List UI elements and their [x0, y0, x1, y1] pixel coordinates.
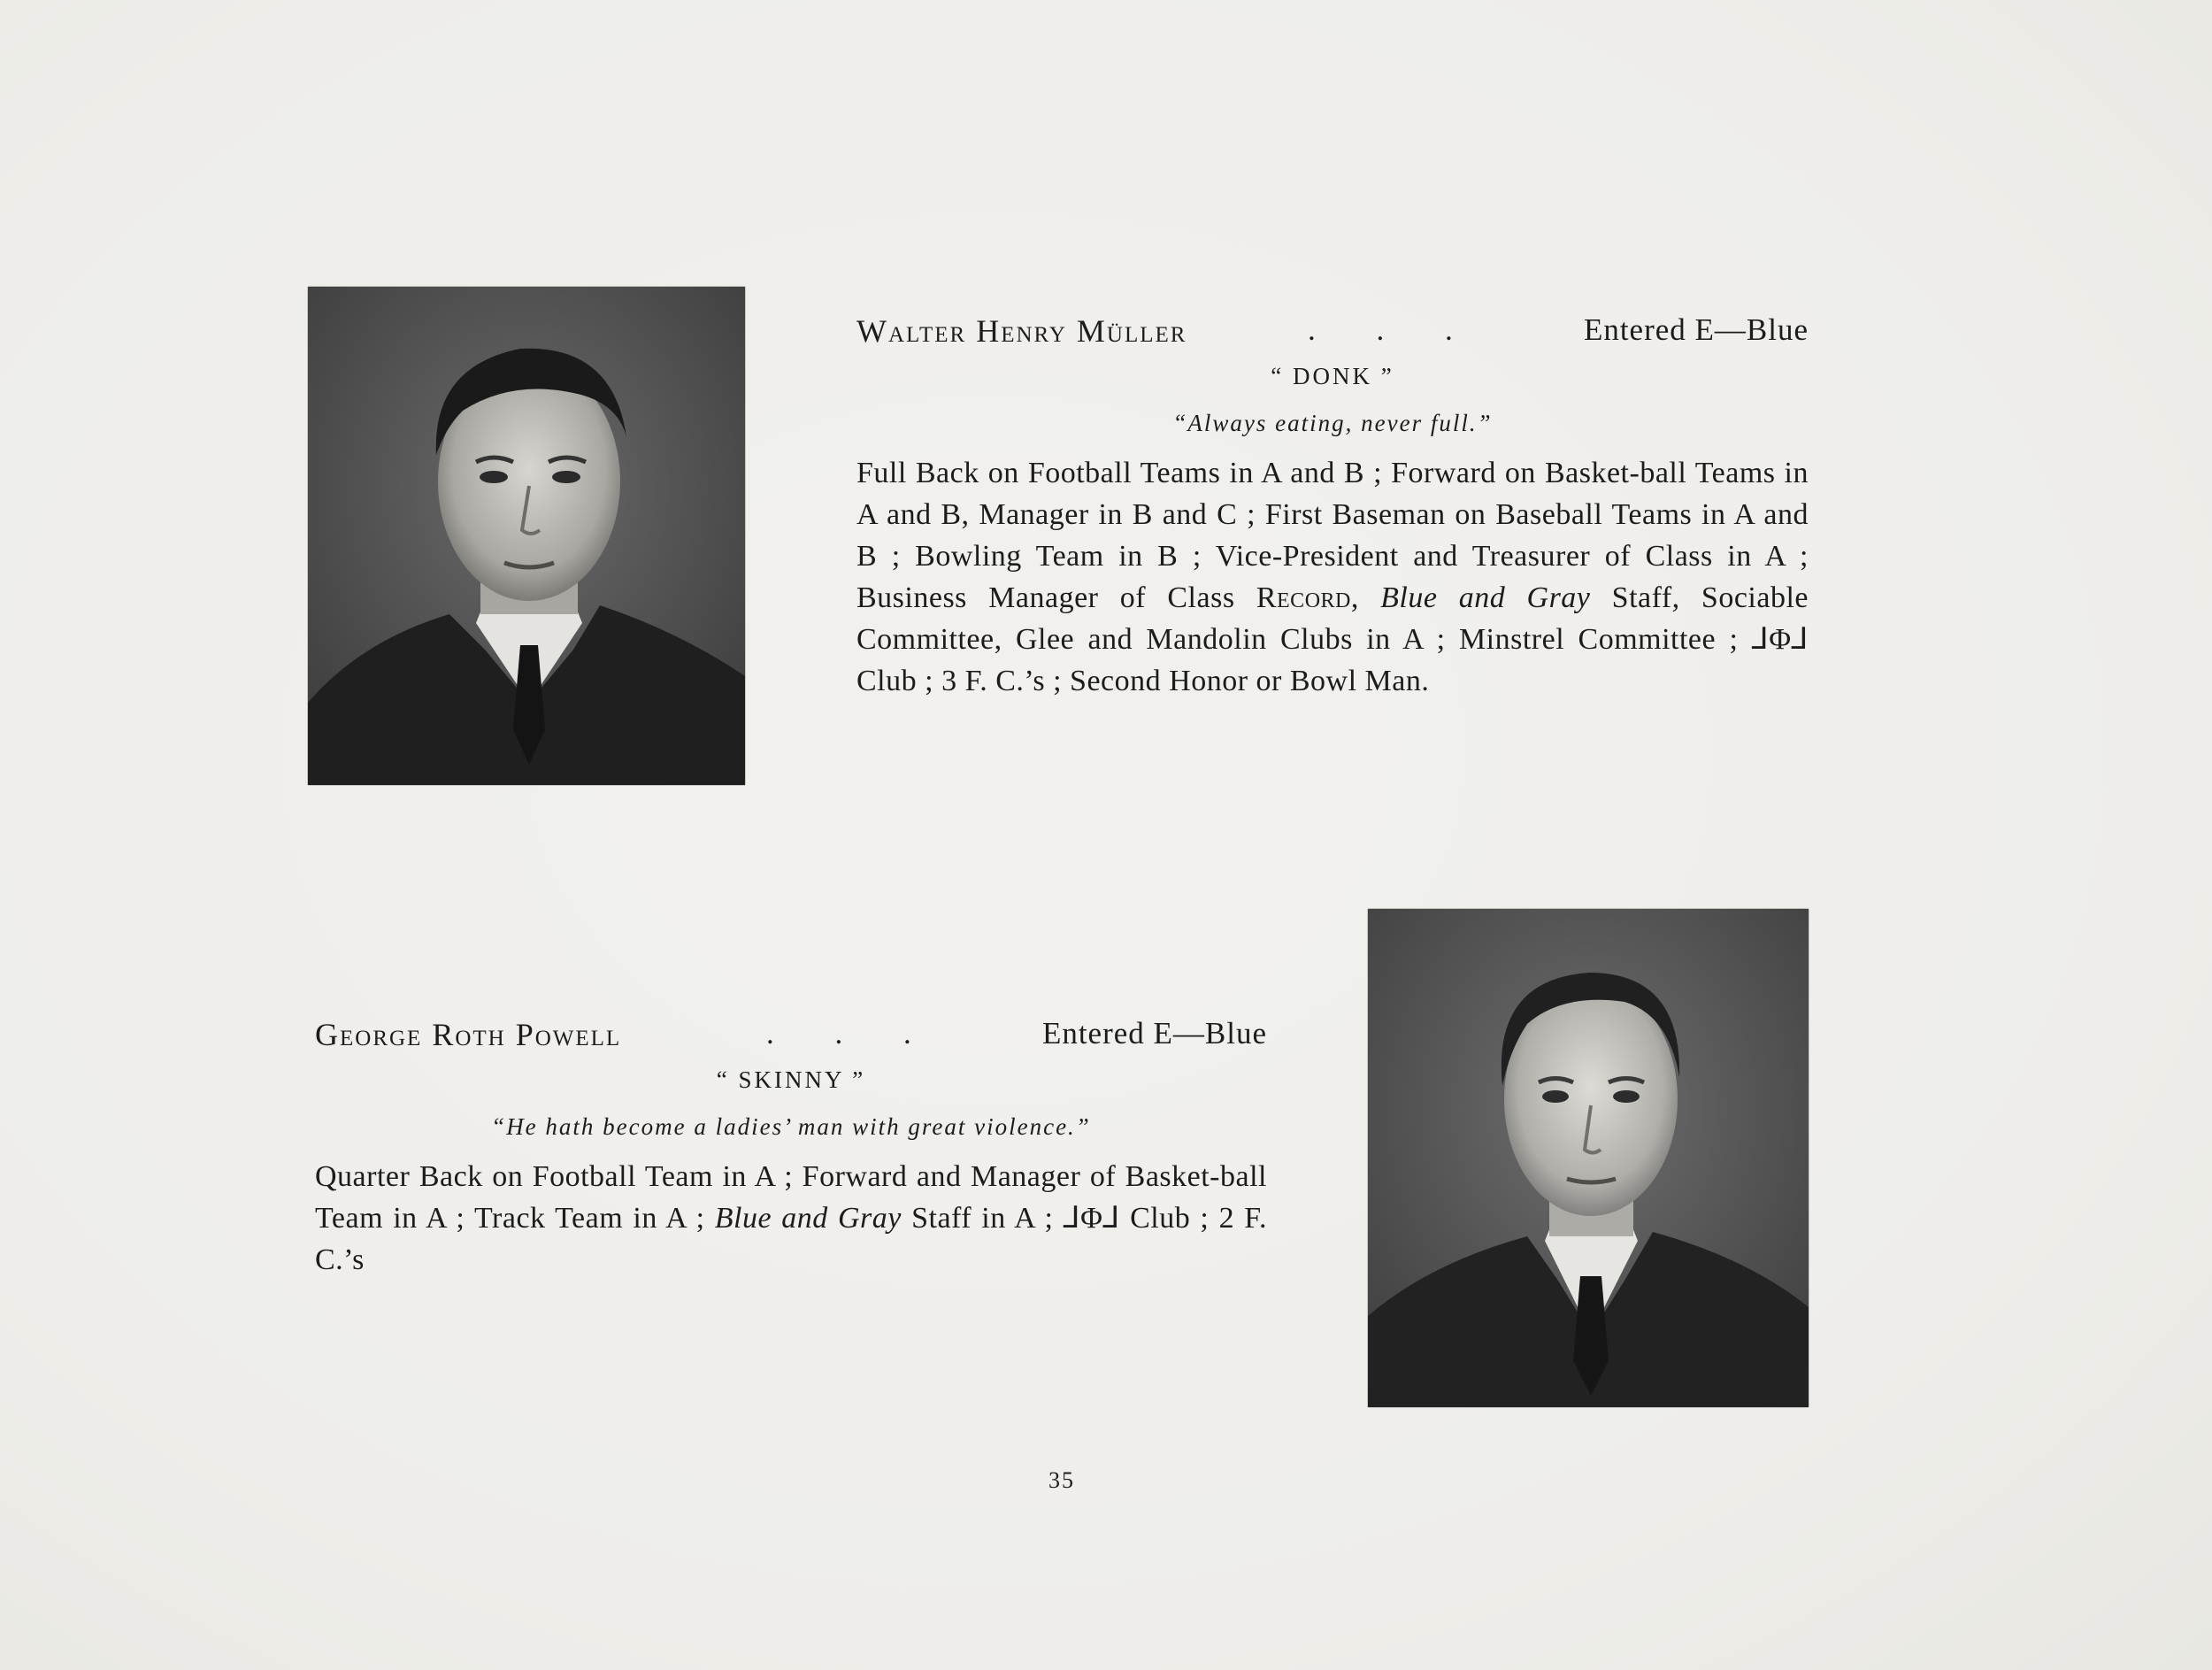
portrait-image: [308, 287, 745, 785]
nickname: “ DONK ”: [1271, 363, 1394, 389]
entered-info: Entered E—Blue: [1041, 1016, 1267, 1050]
bio-text: ,: [1350, 581, 1381, 614]
bio-text: Staff, Sociable Committee, Glee and Mandolin Clubs in A ; Minstrel Committee ; ⅃Φ⅃ Club ; 3 F. C.’s ; Second Honor or Bowl Man.: [856, 581, 1809, 697]
student-name: Walter Henry Müller: [856, 313, 1187, 349]
entry-header: [315, 1016, 1267, 1060]
entry-header: [856, 312, 1809, 357]
leader-dots: . . .: [766, 1016, 911, 1050]
nickname: “ SKINNY ”: [716, 1066, 866, 1093]
quote: “Always eating, never full.”: [1172, 410, 1493, 436]
portrait-photo-powell: [1368, 909, 1809, 1407]
leader-dots: . . .: [1308, 312, 1453, 347]
entry-powell: [315, 1016, 1267, 1281]
bio-text: Staff in A ; ⅃Φ⅃ Club ; 2 F. C.’s: [315, 1202, 1267, 1276]
portrait-image: [1368, 909, 1809, 1407]
biography: [315, 1156, 1267, 1281]
biography: [856, 452, 1809, 702]
entered-info: Entered E—Blue: [1583, 312, 1809, 347]
quote: “He hath become a ladies’ man with great violence.”: [491, 1113, 1091, 1140]
bio-record: Record: [1256, 581, 1351, 614]
bio-text: Full Back on Football Teams in A and B ; Forward on Basket-ball Teams in A and B, Manager in B and C ; First Baseman on Baseball Teams in A and B ; Bowling Team in B ; Vice-President and Treasurer of Class in A ; Business Manager of Class: [856, 457, 1809, 614]
bio-text: Quarter Back on Football Team in A ; Forward and Manager of Basket-ball Team in A ; Track Team in A ;: [315, 1160, 1267, 1235]
entry-muller: [856, 312, 1809, 702]
portrait-photo-muller: [308, 287, 745, 785]
bio-publication: Blue and Gray: [714, 1202, 902, 1235]
bio-publication: Blue and Gray: [1380, 581, 1591, 614]
page-number: 35: [1048, 1467, 1075, 1493]
student-name: George Roth Powell: [315, 1017, 622, 1052]
